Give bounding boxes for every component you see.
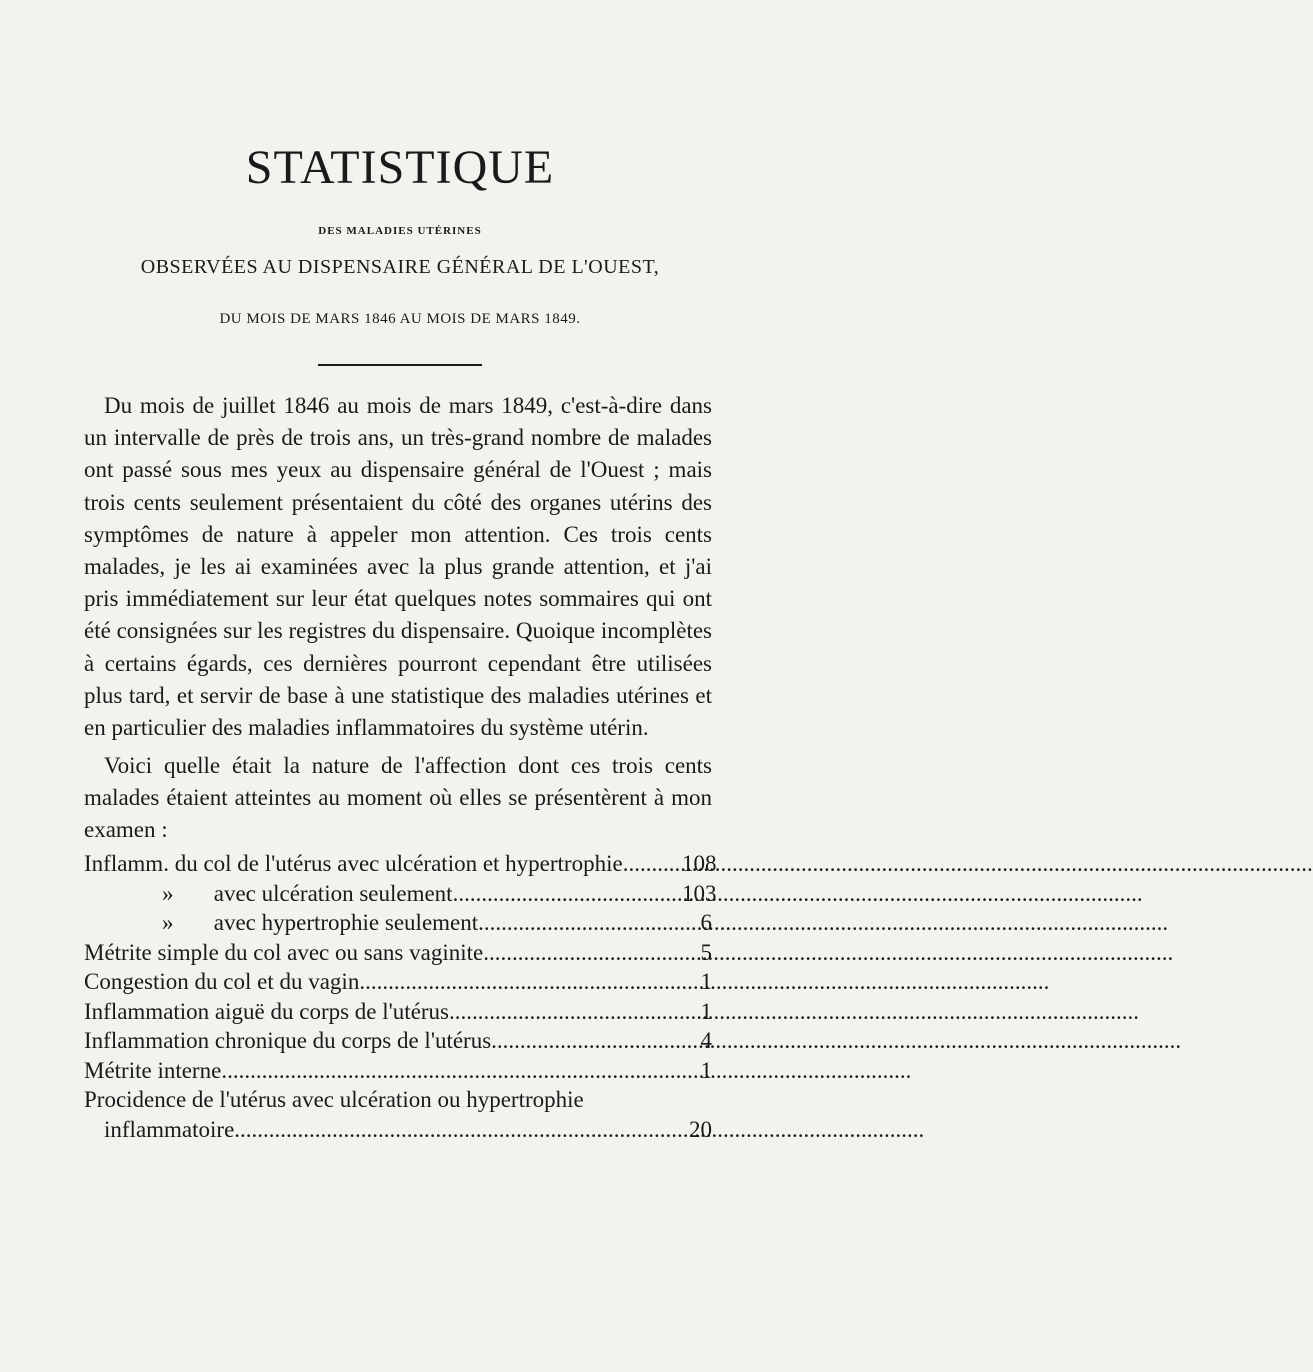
list-item-label: Métrite simple du col avec ou sans vaginite bbox=[84, 939, 484, 965]
list-item-value: 1 bbox=[700, 1057, 712, 1083]
section-heading: OBSERVÉES AU DISPENSAIRE GÉNÉRAL DE L'OUEST, bbox=[140, 256, 660, 278]
list-item-label: Procidence de l'utérus avec ulcération ou hypertrophie bbox=[84, 1087, 584, 1112]
list-item bbox=[84, 1026, 712, 1056]
leader-dots bbox=[234, 1115, 676, 1145]
list-item-value: 4 bbox=[700, 1028, 712, 1053]
list-item-value: 6 bbox=[700, 910, 712, 935]
list-item-label: » avec ulcération seulement bbox=[162, 880, 453, 906]
list-item-value: 20 bbox=[689, 1116, 712, 1142]
divider-rule bbox=[318, 364, 482, 366]
leader-dots bbox=[453, 879, 676, 909]
paragraph-list-intro: Voici quelle était la nature de l'affection dont ces trois cents malades étaient atteintes au moment où elles se présentèrent à mon examen : bbox=[84, 753, 712, 843]
page-title: STATISTIQUE bbox=[245, 141, 555, 194]
list-item-value: 103 bbox=[682, 880, 717, 906]
list-item-value: 108 bbox=[682, 851, 717, 876]
leader-dots bbox=[449, 997, 676, 1027]
list-item-value: 1 bbox=[700, 969, 712, 994]
leader-dots bbox=[359, 967, 676, 997]
leader-dots bbox=[478, 908, 676, 938]
list-item-label: inflammatoire bbox=[104, 1116, 235, 1142]
leader-dots bbox=[221, 1056, 676, 1086]
list-item-value: 5 bbox=[700, 939, 712, 965]
date-range: DU MOIS DE MARS 1846 AU MOIS DE MARS 1849. bbox=[219, 311, 581, 327]
list-item-label: Inflammation aiguë du corps de l'utérus bbox=[84, 998, 450, 1024]
list-item bbox=[84, 967, 712, 997]
list-item bbox=[84, 938, 712, 968]
subtitle: DES MALADIES UTÉRINES bbox=[318, 225, 482, 237]
leader-dots bbox=[483, 938, 676, 968]
list-item bbox=[84, 1085, 712, 1115]
list-item-label: Inflammation chronique du corps de l'utérus bbox=[84, 1028, 492, 1053]
list-item bbox=[84, 908, 712, 938]
list-item-label: Congestion du col et du vagin bbox=[84, 969, 360, 994]
list-item bbox=[84, 1056, 712, 1086]
list-item-label: » avec hypertrophie seulement bbox=[162, 910, 479, 935]
paragraph-intro: Du mois de juillet 1846 au mois de mars 1849, c'est-à-dire dans un intervalle de près de trois ans, un très-grand nombre de malades ont passé sous mes yeux au dispensaire général de l'Ouest ; mais trois cents seulement présentaient du côté des organes utérins des symptômes de nature à appeler mon attention. Ces trois cents malades, je les ai examinées avec la plus grande attention, et j'ai pris immédiatement sur leur état quelques notes sommaires qui ont été consignées sur les registres du dispensaire. Quoique incomplètes à certains égards, ces dernières pourront cependant être utilisées plus tard, et servir de base à une statistique des maladies utérines et en particulier des maladies inflammatoires du système utérin. bbox=[84, 393, 712, 741]
leader-dots bbox=[491, 1026, 676, 1056]
leader-dots bbox=[623, 849, 676, 879]
list-item-label: Inflamm. du col de l'utérus avec ulcération et hypertrophie bbox=[84, 851, 623, 876]
list-item bbox=[84, 849, 717, 879]
list-item-value: 1 bbox=[700, 998, 712, 1024]
statistics-list bbox=[84, 849, 717, 1144]
list-item-label: Métrite interne bbox=[84, 1057, 222, 1083]
list-item bbox=[84, 997, 712, 1027]
list-item bbox=[84, 1115, 712, 1145]
list-item bbox=[84, 879, 717, 909]
